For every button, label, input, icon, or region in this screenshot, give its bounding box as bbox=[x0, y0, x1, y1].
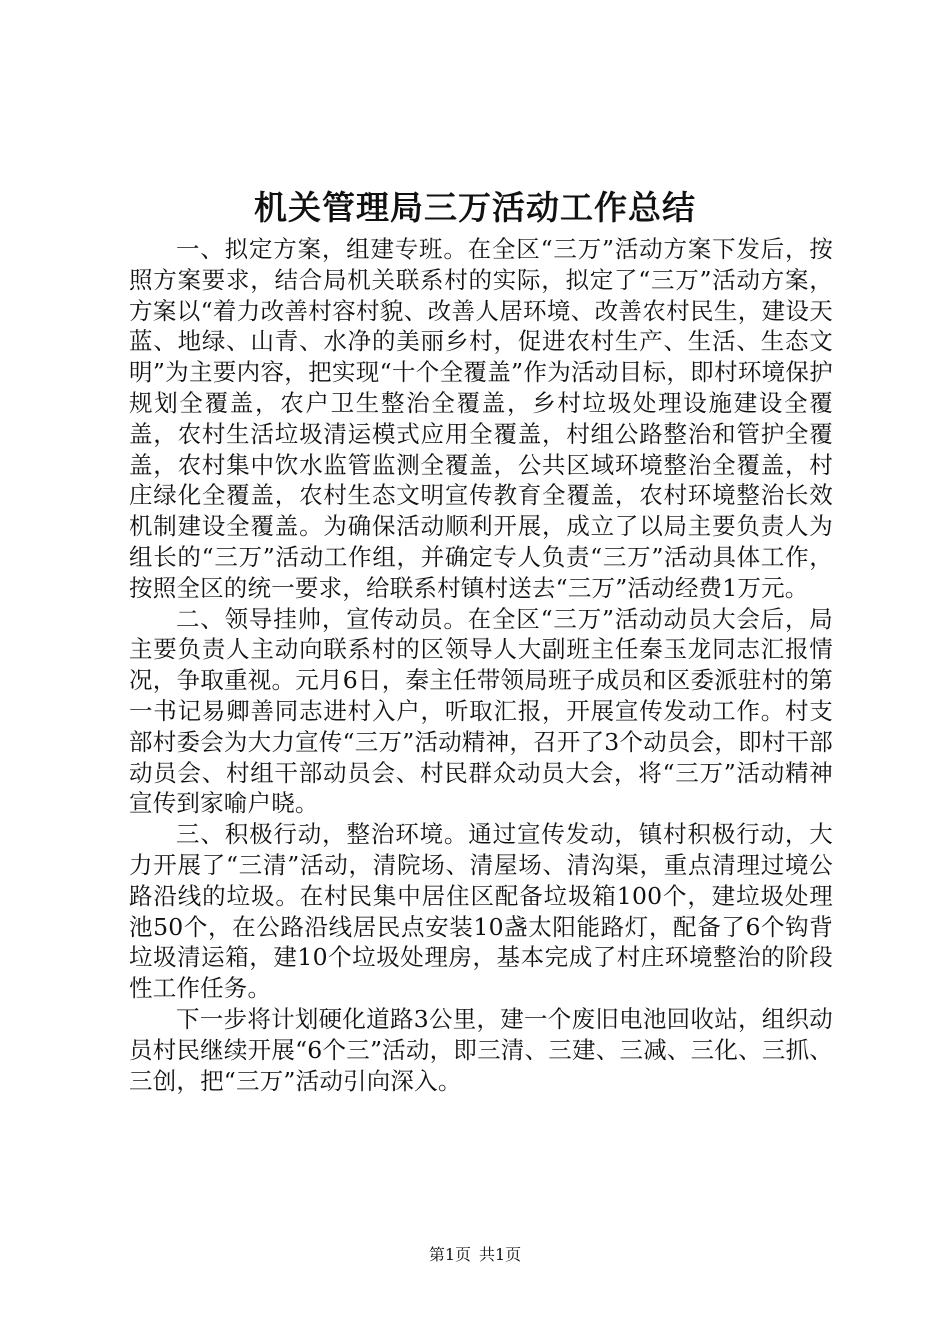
paragraph-2: 二、领导挂帅，宣传动员。在全区“三万”活动动员大会后，局主要负责人主动向联系村的区领导人大副班主任秦玉龙同志汇报情况，争取重视。元月6日，秦主任带领局班子成员和区委派驻村的第一书记易卿善同志进村入户，听取汇报，开展宣传发动工作。村支部村委会为大力宣传“三万”活动精神，召开了3个动员会，即村干部动员会、村组干部动员会、村民群众动员大会，将“三万”活动精神宣传到家喻户晓。 bbox=[129, 604, 833, 818]
paragraph-4: 下一步将计划硬化道路3公里，建一个废旧电池回收站，组织动员村民继续开展“6个三”活动，即三清、三建、三减、三化、三抓、三创，把“三万”活动引向深入。 bbox=[129, 1004, 833, 1095]
page-number: 第1页 bbox=[428, 1245, 471, 1264]
page-footer bbox=[0, 1244, 950, 1266]
page-count: 共1页 bbox=[479, 1245, 522, 1264]
document-title: 机关管理局三万活动工作总结 bbox=[254, 188, 696, 227]
document-body bbox=[129, 234, 833, 1096]
paragraph-3: 三、积极行动，整治环境。通过宣传发动，镇村积极行动，大力开展了“三清”活动，清院场、清屋场、清沟渠，重点清理过境公路沿线的垃圾。在村民集中居住区配备垃圾箱100个，建垃圾处理池50个，在公路沿线居民点安装10盏太阳能路灯，配备了6个钩背垃圾清运箱，建10个垃圾处理房，基本完成了村庄环境整治的阶段性工作任务。 bbox=[129, 820, 833, 1003]
paragraph-1: 一、拟定方案，组建专班。在全区“三万”活动方案下发后，按照方案要求，结合局机关联系村的实际，拟定了“三万”活动方案，方案以“着力改善村容村貌、改善人居环境、改善农村民生，建设天蓝、地绿、山青、水净的美丽乡村，促进农村生产、生活、生态文明”为主要内容，把实现“十个全覆盖”作为活动目标，即村环境保护规划全覆盖，农户卫生整治全覆盖，乡村垃圾处理设施建设全覆盖，农村生活垃圾清运模式应用全覆盖，村组公路整治和管护全覆盖，农村集中饮水监管监测全覆盖，公共区域环境整治全覆盖，村庄绿化全覆盖，农村生态文明宣传教育全覆盖，农村环境整治长效机制建设全覆盖。为确保活动顺利开展，成立了以局主要负责人为组长的“三万”活动工作组，并确定专人负责“三万”活动具体工作，按照全区的统一要求，给联系村镇村送去“三万”活动经费1万元。 bbox=[129, 235, 833, 602]
